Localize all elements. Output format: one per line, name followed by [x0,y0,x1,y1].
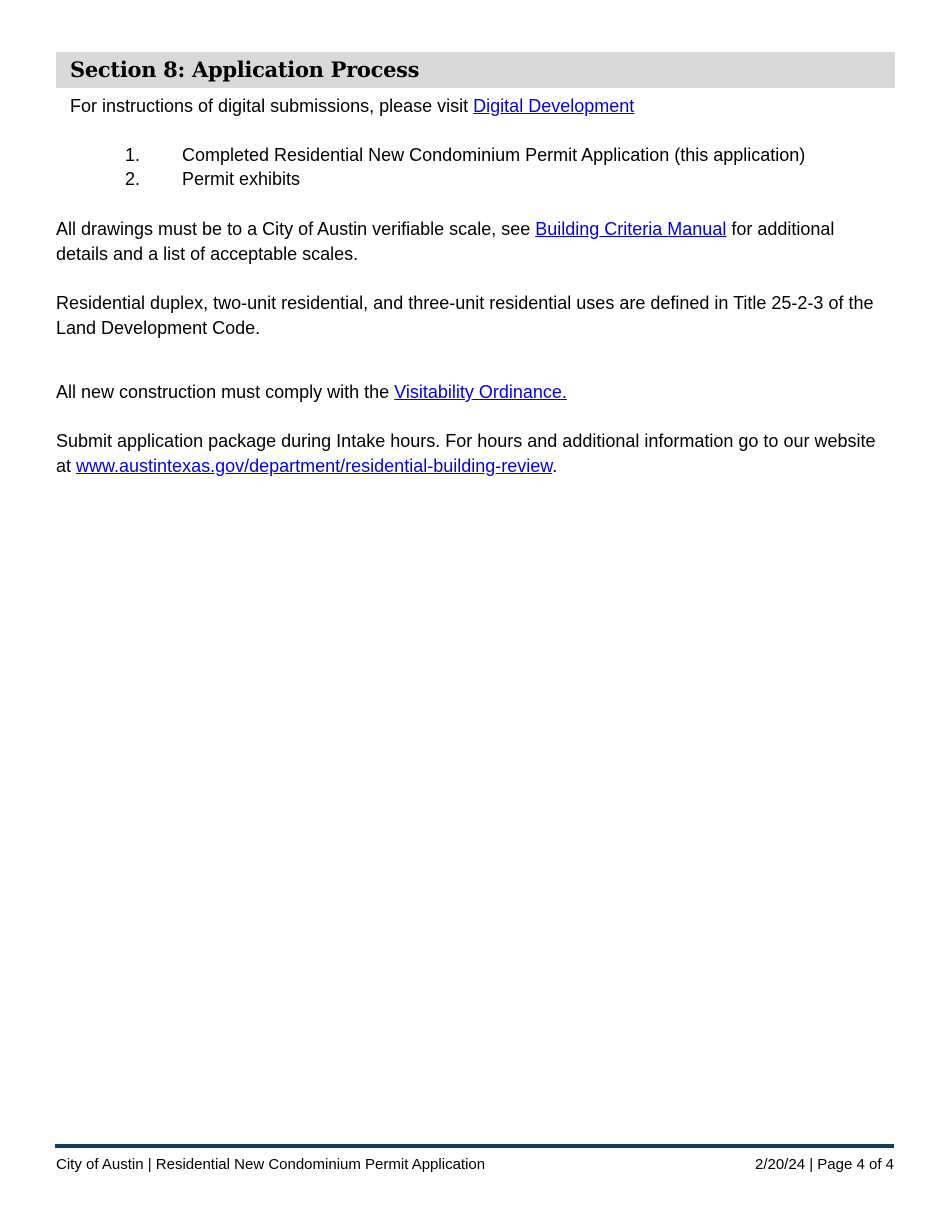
para-text: for additional details and a list of acceptable scales. [56,219,835,264]
list-number: 2. [125,169,141,189]
section-title: Section 8: Application Process [70,57,420,82]
list-number: 1. [125,145,141,165]
list-item [125,167,300,192]
building-criteria-manual-link[interactable]: Building Criteria Manual [535,219,727,239]
para-text: All drawings must be to a City of Austin verifiable scale, see [56,219,536,239]
residential-building-review-link[interactable]: www.austintexas.gov/department/residential-building-review [76,456,553,476]
digital-development-link[interactable]: Digital Development [473,96,635,116]
intro-label: For instructions of digital submissions, please visit [70,96,474,116]
para-text: All new construction must comply with the [56,382,395,402]
section-header [56,52,895,88]
uses-paragraph: Residential duplex, two-unit residential, and three-unit residential uses are defined in Title 25-2-3 of the Land Development Code. [56,293,874,338]
footer-divider [55,1144,894,1148]
para-text: Submit application package during Intake hours. For hours and additional information go to our website at [56,431,876,476]
intake-paragraph [56,429,876,479]
para-text: . [552,456,558,476]
list-item [125,143,805,168]
scale-paragraph [56,217,886,267]
visitability-paragraph [56,380,567,405]
list-text: Completed Residential New Condominium Permit Application (this application) [182,145,806,165]
list-text: Permit exhibits [182,169,301,189]
intro-text [70,94,634,119]
footer-right: 2/20/24 | Page 4 of 4 [754,1156,894,1173]
footer-left: City of Austin | Residential New Condominium Permit Application [56,1156,486,1173]
visitability-ordinance-link[interactable]: Visitability Ordinance. [394,382,567,402]
